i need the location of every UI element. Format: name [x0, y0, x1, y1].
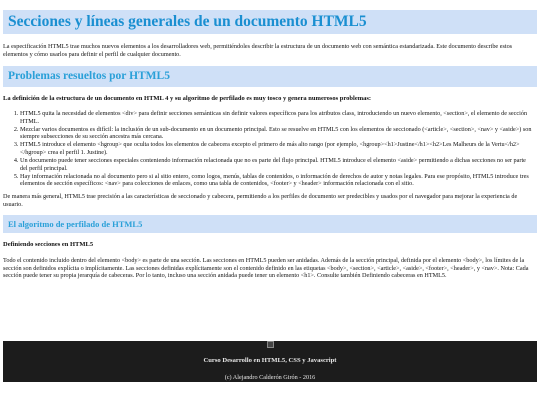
problems-heading: Problemas resueltos por HTML5	[3, 66, 537, 87]
list-item: 2. Mezclar varios documentos es difícil: la inclusión de un sub-documento en un documento principal. Esto se resuelve en HTML5 con los elementos de seccionado (<article>, <section>, <nav> y <aside>) son siempre subsecciones de su sección ancestra más cercana.	[20, 126, 533, 141]
problems-list	[3, 110, 533, 188]
problems-summary: De manera más general, HTML5 trae precisión a las características de seccionado y cabecera, permitiendo a los perfiles de documento ser predecibles y usados por el navegador para mejorar la experiencia de usuario.	[3, 193, 518, 208]
footer	[3, 341, 537, 382]
algorithm-subheading: Definiendo secciones en HTML5	[3, 241, 94, 248]
algorithm-paragraph: Todo el contenido incluido dentro del elemento <body> es parte de una sección. Las secciones en HTML5 pueden ser anidadas. Además de la sección principal, definida por el elemento <body>, los límites de la sección son definidos explícita o implícitamente. Las secciones definidas explícitamente son el contenido definido en las etiquetas <body>, <section>, <article>, <aside>, <footer>, <header>, y <nav>. Nota: Cada sección puede tener su propia jerarquía de cabeceras. Por lo tanto, incluso una sección anidada puede tener un elemento <h1>. Consulte también Definiendo cabeceras en HTML5.	[3, 257, 529, 280]
footer-title: Curso Desarrollo en HTML5, CSS y Javascript	[203, 357, 337, 364]
page-title: Secciones y líneas generales de un documento HTML5	[3, 10, 537, 34]
list-item: 4. Un documento puede tener secciones especiales conteniendo información relacionada que no es parte del flujo principal. HTML5 introduce el elemento <aside> permitiendo a dichas secciones no ser parte del perfil principal.	[20, 157, 533, 172]
intro-paragraph: La especificación HTML5 trae muchos nuevos elementos a los desarrolladores web, permitiéndoles describir la estructura de un documento web con semántica estandarizada. Este documento describe estos elementos y cómo usarlos para definir el perfil de cualquier documento.	[3, 43, 513, 58]
footer-copyright: (c) Alejandro Calderón Girón - 2016	[224, 374, 316, 381]
list-item: 1. HTML5 quita la necesidad de elementos <div> para definir secciones semánticas sin definir valores específicos para los atributos class, introduciendo un nuevo elemento, <section>, el elemento de sección HTML.	[20, 110, 533, 125]
list-item: 3. HTML5 introduce el elemento <hgroup> que oculta todos los elementos de cabecera excepto el primero de más alto rango (por ejemplo, <hgroup><h1>Justine</h1><h2>Les Malheurs de la Vertu</h2></hgroup> crea el perfil 1. Justine).	[20, 141, 533, 156]
list-item: 5. Hay información relacionada no al documento pero si al sitio entero, como logos, menús, tablas de contenidos, o información de derechos de autor y notas legales. Para ese propósito, HTML5 introduce tres elementos de sección específicos: <nav> para colecciones de enlaces, como una tabla de contenidos, <footer> y <header> información relacionada con el sitio.	[20, 173, 533, 188]
problems-lead: La definición de la estructura de un documento en HTML 4 y su algoritmo de perfilado es muy tosco y genera numerosos problemas:	[3, 95, 372, 102]
broken-image-icon	[267, 341, 274, 348]
algorithm-heading: El algoritmo de perfilado de HTML5	[3, 215, 537, 233]
